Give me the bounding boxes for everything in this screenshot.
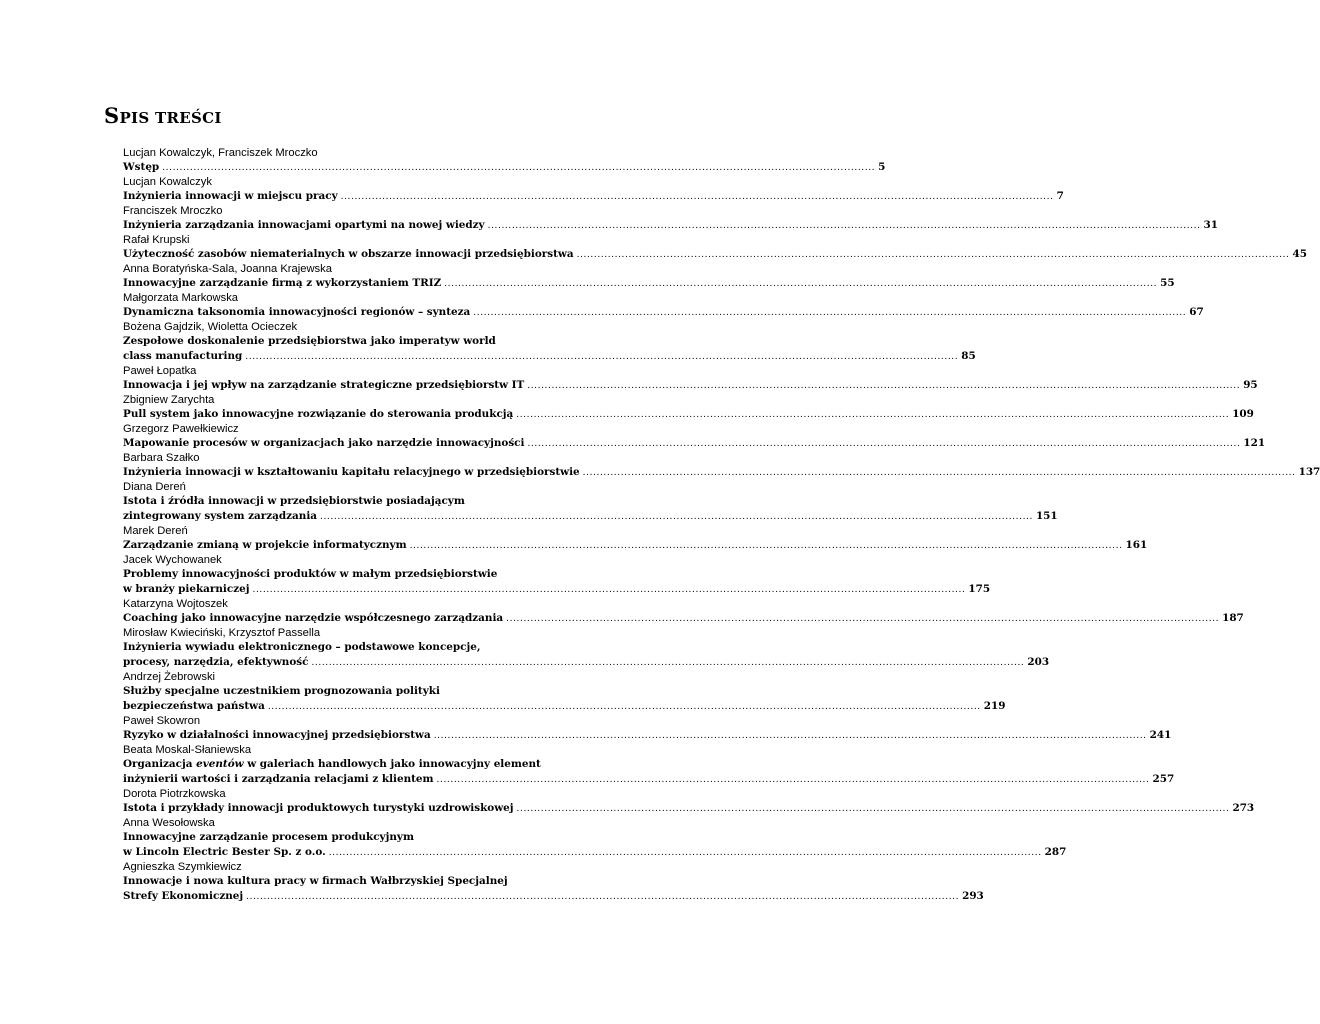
entry-author: Katarzyna Wojtoszek (123, 598, 228, 610)
entry-author: Lucjan Kowalczyk, Franciszek Mroczko (123, 147, 318, 159)
entry-title: bezpieczeństwa państwa (123, 700, 265, 712)
entry-page-number: 31 (1203, 219, 1219, 231)
entry-page-number: 5 (878, 161, 886, 173)
entry-title-row (123, 699, 1006, 714)
dot-leader: .............................................................................................................................................................................................................. (444, 279, 1158, 289)
dot-leader: .............................................................................................................................................................................................................. (267, 702, 981, 712)
entry-author: Marek Dereń (123, 525, 188, 537)
entry-page-number: 241 (1149, 729, 1172, 741)
entry-title: Pull system jako innowacyjne rozwiązanie do sterowania produkcją (123, 408, 514, 420)
entry-author: Paweł Łopatka (123, 365, 197, 377)
entry-title-row (123, 611, 1244, 626)
dot-leader: .............................................................................................................................................................................................................. (162, 163, 876, 173)
entry-author: Mirosław Kwieciński, Krzysztof Passella (123, 627, 321, 639)
toc-entry (123, 553, 991, 597)
toc-entry (123, 480, 1058, 524)
entry-page-number: 203 (1027, 656, 1050, 668)
entry-title-row (123, 160, 886, 175)
entry-page-number: 55 (1160, 277, 1175, 289)
entry-author: Franciszek Mroczko (123, 205, 223, 217)
entry-title-row (123, 247, 1307, 262)
entry-title-line: Innowacyjne zarządzanie procesem produkcyjnym (123, 831, 414, 843)
entry-title: Inżynieria innowacji w kształtowaniu kapitału relacyjnego w przedsiębiorstwie (123, 466, 580, 478)
entry-author: Diana Dereń (123, 481, 186, 493)
toc-entry (123, 451, 1320, 480)
entry-title-row (123, 189, 1064, 204)
dot-leader: .............................................................................................................................................................................................................. (473, 308, 1187, 318)
entry-page-number: 7 (1056, 190, 1064, 202)
entry-page-number: 161 (1125, 539, 1148, 551)
toc-entry (123, 422, 1266, 451)
toc-entry (123, 626, 1050, 670)
dot-leader: .............................................................................................................................................................................................................. (246, 892, 960, 902)
entry-title-row (123, 728, 1172, 743)
dot-leader: .............................................................................................................................................................................................................. (252, 585, 966, 595)
entry-author: Anna Wesołowska (123, 817, 215, 829)
entry-title-line: Istota i źródła innowacji w przedsiębiorstwie posiadającym (123, 495, 465, 507)
dot-leader: .............................................................................................................................................................................................................. (311, 658, 1025, 668)
entry-title-row (123, 845, 1067, 860)
entry-author: Paweł Skowron (123, 715, 201, 727)
entry-title-line: Inżynieria wywiadu elektronicznego – podstawowe koncepcje, (123, 641, 481, 653)
entry-title-row (123, 349, 976, 364)
toc-entry (123, 816, 1067, 860)
toc-entry (123, 393, 1254, 422)
entry-title-row (123, 655, 1050, 670)
entry-title: Dynamiczna taksonomia innowacyjności regionów – synteza (123, 306, 471, 318)
entry-page-number: 293 (962, 890, 984, 902)
entry-title: Strefy Ekonomicznej (123, 890, 244, 902)
entry-page-number: 137 (1298, 466, 1320, 478)
dot-leader: .............................................................................................................................................................................................................. (433, 731, 1147, 741)
dot-leader: .............................................................................................................................................................................................................. (527, 439, 1241, 449)
dot-leader: .............................................................................................................................................................................................................. (506, 614, 1220, 624)
entry-title: Zarządzanie zmianą w projekcie informatycznym (123, 539, 407, 551)
toc-entry (123, 860, 984, 904)
entry-title-line: Zespołowe doskonalenie przedsiębiorstwa jako imperatyw world (123, 335, 496, 347)
entry-author: Grzegorz Pawełkiewicz (123, 423, 239, 435)
dot-leader: .............................................................................................................................................................................................................. (320, 512, 1033, 522)
toc-entry (123, 597, 1244, 626)
entry-page-number: 67 (1189, 306, 1204, 318)
entry-title-row (123, 801, 1255, 816)
entry-page-number: 109 (1232, 408, 1254, 420)
toc-entry (123, 364, 1258, 393)
entry-author: Beata Moskal-Słaniewska (123, 744, 252, 756)
entry-title: Innowacja i jej wpływ na zarządzanie strategiczne przedsiębiorstw IT (123, 379, 525, 391)
entry-author: Jacek Wychowanek (123, 554, 222, 566)
entry-author: Zbigniew Zarychta (123, 394, 215, 406)
entry-title-row (123, 582, 991, 597)
entry-page-number: 151 (1035, 510, 1058, 522)
entry-title-text: Organizacja (123, 758, 197, 770)
entry-title: Innowacyjne zarządzanie firmą z wykorzystaniem TRIZ (123, 277, 442, 289)
entry-page-number: 257 (1152, 773, 1175, 785)
toc-entry (123, 743, 1175, 787)
toc-entry (123, 204, 1219, 233)
entry-title-emphasis: eventów (196, 758, 244, 770)
entry-title-row (123, 772, 1175, 787)
entry-title: class manufacturing (123, 350, 243, 362)
entry-author: Dorota Piotrzkowska (123, 788, 226, 800)
entry-page-number: 175 (968, 583, 991, 595)
toc-entry (123, 670, 1006, 714)
entry-page-number: 273 (1232, 802, 1255, 814)
entry-title: w Lincoln Electric Bester Sp. z o.o. (123, 846, 326, 858)
toc-entry (123, 320, 976, 364)
dot-leader: .............................................................................................................................................................................................................. (436, 775, 1150, 785)
dot-leader: .............................................................................................................................................................................................................. (582, 468, 1296, 478)
entry-author: Barbara Szałko (123, 452, 200, 464)
entry-title: procesy, narzędzia, efektywność (123, 656, 309, 668)
entry-page-number: 187 (1222, 612, 1244, 624)
toc-entry (123, 787, 1255, 816)
entry-page-number: 121 (1243, 437, 1266, 449)
entry-title-row (123, 218, 1219, 233)
dot-leader: .............................................................................................................................................................................................................. (516, 410, 1230, 420)
entry-title-row (123, 465, 1320, 480)
entry-title-line: Służby specjalne uczestnikiem prognozowania polityki (123, 685, 440, 697)
entry-title: Inżynieria innowacji w miejscu pracy (123, 190, 338, 202)
dot-leader: .............................................................................................................................................................................................................. (527, 381, 1241, 391)
toc-entry (123, 524, 1148, 553)
entry-page-number: 287 (1044, 846, 1067, 858)
toc-entry (123, 714, 1172, 743)
dot-leader: .............................................................................................................................................................................................................. (340, 192, 1054, 202)
entry-page-number: 45 (1292, 248, 1307, 260)
entry-title: Użyteczność zasobów niematerialnych w obszarze innowacji przedsiębiorstwa (123, 248, 574, 260)
entry-title-row (123, 538, 1148, 553)
entry-author: Agnieszka Szymkiewicz (123, 861, 242, 873)
entry-author: Małgorzata Markowska (123, 292, 239, 304)
toc-heading (104, 103, 222, 128)
dot-leader: .............................................................................................................................................................................................................. (409, 541, 1123, 551)
entry-author: Rafał Krupski (123, 234, 190, 246)
dot-leader: .............................................................................................................................................................................................................. (516, 804, 1230, 814)
dot-leader: .............................................................................................................................................................................................................. (487, 221, 1201, 231)
entry-title: zintegrowany system zarządzania (123, 510, 318, 522)
entry-author: Andrzej Żebrowski (123, 671, 216, 683)
entry-title: Mapowanie procesów w organizacjach jako narzędzie innowacyjności (123, 437, 525, 449)
entry-title: Wstęp (123, 161, 160, 173)
entry-title-text: w galeriach handlowych jako innowacyjny element (243, 758, 541, 770)
entry-title: Istota i przykłady innowacji produktowych turystyki uzdrowiskowej (123, 802, 514, 814)
entry-title: Ryzyko w działalności innowacyjnej przedsiębiorstwa (123, 729, 431, 741)
entry-title: w branży piekarniczej (123, 583, 250, 595)
entry-title-row (123, 889, 984, 904)
entry-page-number: 85 (961, 350, 976, 362)
toc-list (123, 146, 1320, 904)
entry-page-number: 219 (983, 700, 1006, 712)
entry-title: Coaching jako innowacyjne narzędzie współczesnego zarządzania (123, 612, 504, 624)
entry-author: Bożena Gajdzik, Wioletta Ocieczek (123, 321, 298, 333)
entry-title: Inżynieria zarządzania innowacjami opartymi na nowej wiedzy (123, 219, 485, 231)
entry-title-line (123, 757, 647, 772)
entry-title-row (123, 305, 1204, 320)
toc-heading-initial: S (104, 103, 120, 128)
entry-title-line: Innowacje i nowa kultura pracy w firmach Wałbrzyskiej Specjalnej (123, 875, 508, 887)
entry-author: Lucjan Kowalczyk (123, 176, 212, 188)
toc-entry (123, 233, 1307, 262)
toc-entry (123, 146, 886, 175)
entry-title-row (123, 436, 1266, 451)
dot-leader: .............................................................................................................................................................................................................. (576, 250, 1290, 260)
dot-leader: .............................................................................................................................................................................................................. (328, 848, 1042, 858)
entry-title-row (123, 276, 1175, 291)
toc-entry (123, 175, 1064, 204)
entry-author: Anna Boratyńska-Sala, Joanna Krajewska (123, 263, 332, 275)
entry-title: inżynierii wartości i zarządzania relacjami z klientem (123, 773, 434, 785)
toc-entry (123, 262, 1175, 291)
dot-leader: .............................................................................................................................................................................................................. (245, 352, 959, 362)
toc-heading-rest: PIS TREŚCI (119, 109, 222, 127)
entry-title-row (123, 509, 1058, 524)
toc-entry (123, 291, 1204, 320)
entry-title-row (123, 407, 1254, 422)
entry-title-row (123, 378, 1258, 393)
entry-title-line: Problemy innowacyjności produktów w małym przedsiębiorstwie (123, 568, 498, 580)
entry-page-number: 95 (1243, 379, 1258, 391)
